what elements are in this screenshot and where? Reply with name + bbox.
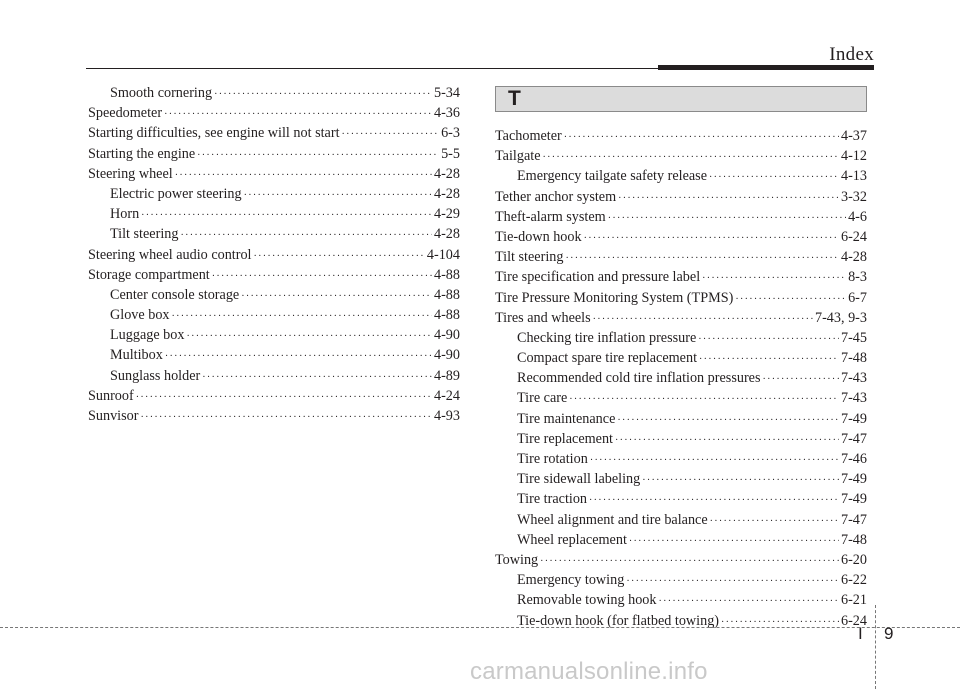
- index-entry-label: Theft-alarm system: [495, 208, 606, 225]
- index-entry-page: 7-47: [840, 511, 867, 528]
- index-entry-page: 5-5: [441, 145, 460, 162]
- index-entry-page: 4-6: [848, 208, 867, 225]
- index-entry: [495, 530, 867, 550]
- index-entry-page: 4-104: [426, 246, 460, 263]
- index-entry-label: Sunroof: [88, 387, 134, 404]
- dot-leader: [710, 512, 839, 532]
- index-entry: [88, 285, 460, 305]
- dot-leader: [735, 290, 846, 310]
- page-title: Index: [829, 44, 874, 65]
- dot-leader: [186, 327, 432, 347]
- index-entry-label: Wheel replacement: [517, 531, 627, 548]
- index-entry-page: 4-28: [433, 226, 460, 243]
- index-entry-label: Starting the engine: [88, 145, 196, 162]
- index-column-right: [495, 86, 867, 631]
- index-entry: [495, 247, 867, 267]
- dot-leader: [244, 186, 432, 206]
- index-entry: [495, 510, 867, 530]
- index-entry-page: 6-24: [840, 228, 867, 245]
- index-entry-label: Horn: [110, 206, 140, 223]
- index-entry: [88, 325, 460, 345]
- index-entry-label: Electric power steering: [110, 185, 242, 202]
- dot-leader: [202, 368, 432, 388]
- dot-leader: [626, 572, 839, 592]
- index-entry-label: Tailgate: [495, 148, 541, 165]
- index-entries-right: [495, 126, 867, 631]
- dot-leader: [136, 388, 432, 408]
- index-entry-label: Steering wheel audio control: [88, 246, 252, 263]
- index-entry-page: 3-32: [840, 188, 867, 205]
- index-entry: [495, 267, 867, 287]
- index-entry-label: Emergency towing: [517, 572, 625, 589]
- index-entry-page: 4-28: [840, 249, 867, 266]
- index-entry-label: Tire sidewall labeling: [517, 471, 641, 488]
- index-entry-label: Tires and wheels: [495, 309, 591, 326]
- index-entry: [88, 265, 460, 285]
- dot-leader: [698, 330, 839, 350]
- index-entry-label: Towing: [495, 551, 539, 568]
- index-entry-page: 4-36: [433, 105, 460, 122]
- watermark: carmanualsonline.info: [470, 658, 708, 685]
- dot-leader: [702, 269, 846, 289]
- index-entry-page: 6-24: [840, 612, 867, 629]
- section-letter-header: T: [495, 86, 867, 112]
- index-entry-page: 4-28: [433, 165, 460, 182]
- index-entry: [495, 207, 867, 227]
- index-entry-label: Tire specification and pressure label: [495, 269, 701, 286]
- index-entry-label: Tire Pressure Monitoring System (TPMS): [495, 289, 734, 306]
- dot-leader: [762, 370, 839, 390]
- index-entry-page: 6-3: [441, 125, 460, 142]
- dot-leader: [629, 532, 839, 552]
- index-entry: [495, 570, 867, 590]
- index-entry-page: 4-90: [433, 347, 460, 364]
- index-entry: [495, 328, 867, 348]
- dot-leader: [180, 226, 432, 246]
- index-entry-page: 7-43: [840, 390, 867, 407]
- index-entry-label: Checking tire inflation pressure: [517, 329, 697, 346]
- index-entry: [495, 469, 867, 489]
- dot-leader: [608, 209, 846, 229]
- index-entry-page: 4-37: [840, 128, 867, 144]
- index-entry-page: 7-48: [840, 350, 867, 367]
- index-entry-label: Tire replacement: [517, 430, 613, 447]
- index-entry-page: 4-24: [433, 387, 460, 404]
- dot-leader: [140, 408, 432, 428]
- dot-leader: [565, 249, 839, 269]
- index-entry: [88, 305, 460, 325]
- dot-leader: [721, 613, 839, 633]
- index-entry: [495, 146, 867, 166]
- index-entry-label: Tire care: [517, 390, 568, 407]
- index-entry: [88, 224, 460, 244]
- index-entry-page: 7-47: [840, 430, 867, 447]
- index-entry: [495, 388, 867, 408]
- index-entry-label: Emergency tailgate safety release: [517, 168, 707, 185]
- dot-leader: [618, 189, 839, 209]
- index-entry: [88, 345, 460, 365]
- index-entry-page: 4-29: [433, 206, 460, 223]
- index-entry-page: 6-20: [840, 551, 867, 568]
- index-entry: [495, 348, 867, 368]
- index-entry-label: Tether anchor system: [495, 188, 617, 205]
- index-entry-label: Tie-down hook: [495, 228, 582, 245]
- index-entry: [88, 184, 460, 204]
- index-entry-page: 7-43, 9-3: [814, 309, 867, 326]
- index-entry-page: 7-48: [840, 531, 867, 548]
- header-accent-bar: [658, 65, 874, 70]
- index-entry-page: 6-21: [840, 592, 867, 609]
- index-entry-label: Recommended cold tire inflation pressures: [517, 370, 761, 387]
- index-entry-label: Tire maintenance: [517, 410, 616, 427]
- index-entry: [495, 187, 867, 207]
- index-entry: [495, 126, 867, 146]
- index-entry: [495, 308, 867, 328]
- index-entry: [495, 227, 867, 247]
- index-entry-label: Tachometer: [495, 128, 562, 144]
- index-entry-page: 7-49: [840, 471, 867, 488]
- index-entry-label: Tire traction: [517, 491, 588, 508]
- dot-leader: [254, 247, 425, 267]
- index-entry: [495, 449, 867, 469]
- index-entry-page: 8-3: [848, 269, 867, 286]
- index-entry: [88, 366, 460, 386]
- index-entry-page: 7-43: [840, 370, 867, 387]
- index-entry: [495, 368, 867, 388]
- index-entry-label: Smooth cornering: [110, 85, 213, 101]
- footer-crop-line-horizontal: [0, 627, 960, 628]
- dot-leader: [197, 146, 439, 166]
- index-entry: [495, 590, 867, 610]
- dot-leader: [590, 451, 839, 471]
- index-entry-page: 6-22: [840, 572, 867, 589]
- dot-leader: [699, 350, 839, 370]
- index-entry-label: Removable towing hook: [517, 592, 657, 609]
- dot-leader: [342, 125, 440, 145]
- index-entry-page: 7-49: [840, 491, 867, 508]
- index-entry-label: Tilt steering: [110, 226, 179, 243]
- index-entry-page: 7-46: [840, 451, 867, 467]
- index-entry: [495, 166, 867, 186]
- index-entry: [495, 489, 867, 509]
- index-entry-page: 4-93: [433, 408, 460, 424]
- index-entry-page: 5-34: [433, 85, 460, 101]
- index-entry-page: 4-88: [433, 286, 460, 303]
- dot-leader: [564, 128, 839, 148]
- dot-leader: [615, 431, 839, 451]
- index-entry-label: Wheel alignment and tire balance: [517, 511, 708, 528]
- dot-leader: [214, 85, 432, 105]
- index-entry: [495, 550, 867, 570]
- dot-leader: [212, 267, 432, 287]
- index-entry-page: 4-88: [433, 266, 460, 283]
- index-entry: [495, 409, 867, 429]
- footer-crop-line-vertical: [875, 605, 876, 689]
- dot-leader: [241, 287, 432, 307]
- dot-leader: [659, 592, 839, 612]
- footer-page-number: 9: [884, 624, 894, 643]
- dot-leader: [617, 411, 839, 431]
- index-entry-page: 4-13: [840, 168, 867, 185]
- index-column-left: [88, 83, 460, 426]
- index-entry: [88, 204, 460, 224]
- index-entry-page: 7-49: [840, 410, 867, 427]
- index-entry-label: Tilt steering: [495, 249, 564, 266]
- index-entry-page: 6-7: [848, 289, 867, 306]
- dot-leader: [569, 390, 839, 410]
- dot-leader: [589, 491, 839, 511]
- index-entry-page: 7-45: [840, 329, 867, 346]
- index-entry-label: Tie-down hook (for flatbed towing): [517, 612, 720, 629]
- index-entry-label: Speedometer: [88, 105, 163, 122]
- index-entry-page: 4-90: [433, 327, 460, 344]
- index-entry-label: Sunglass holder: [110, 367, 201, 384]
- dot-leader: [709, 168, 839, 188]
- index-entry-page: 4-12: [840, 148, 867, 165]
- index-entry-label: Tire rotation: [517, 451, 588, 467]
- dot-leader: [540, 552, 839, 572]
- index-entry: [88, 406, 460, 426]
- index-entry-page: 4-89: [433, 367, 460, 384]
- index-entry: [88, 103, 460, 123]
- index-entry-label: Compact spare tire replacement: [517, 350, 698, 367]
- dot-leader: [141, 206, 432, 226]
- index-entry: [88, 386, 460, 406]
- dot-leader: [172, 307, 432, 327]
- index-entry-page: 4-28: [433, 185, 460, 202]
- index-entry-label: Luggage box: [110, 327, 185, 344]
- index-entry: [495, 288, 867, 308]
- index-entry: [88, 245, 460, 265]
- index-entry-label: Multibox: [110, 347, 163, 364]
- dot-leader: [642, 471, 839, 491]
- index-entry-label: Steering wheel: [88, 165, 173, 182]
- index-entry: [88, 144, 460, 164]
- dot-leader: [175, 166, 432, 186]
- index-entry: [88, 123, 460, 143]
- index-entry: [88, 164, 460, 184]
- dot-leader: [165, 347, 432, 367]
- index-entry: [88, 83, 460, 103]
- index-entry-label: Starting difficulties, see engine will not start: [88, 125, 340, 142]
- index-entry-label: Sunvisor: [88, 408, 139, 424]
- dot-leader: [164, 105, 432, 125]
- index-entry-label: Center console storage: [110, 286, 240, 303]
- index-entry-label: Storage compartment: [88, 266, 210, 283]
- footer-section-label: I: [858, 624, 863, 643]
- index-entry-page: 4-88: [433, 307, 460, 324]
- dot-leader: [584, 229, 839, 249]
- dot-leader: [593, 310, 813, 330]
- index-entry-label: Glove box: [110, 307, 170, 324]
- index-entry: [495, 429, 867, 449]
- dot-leader: [543, 148, 839, 168]
